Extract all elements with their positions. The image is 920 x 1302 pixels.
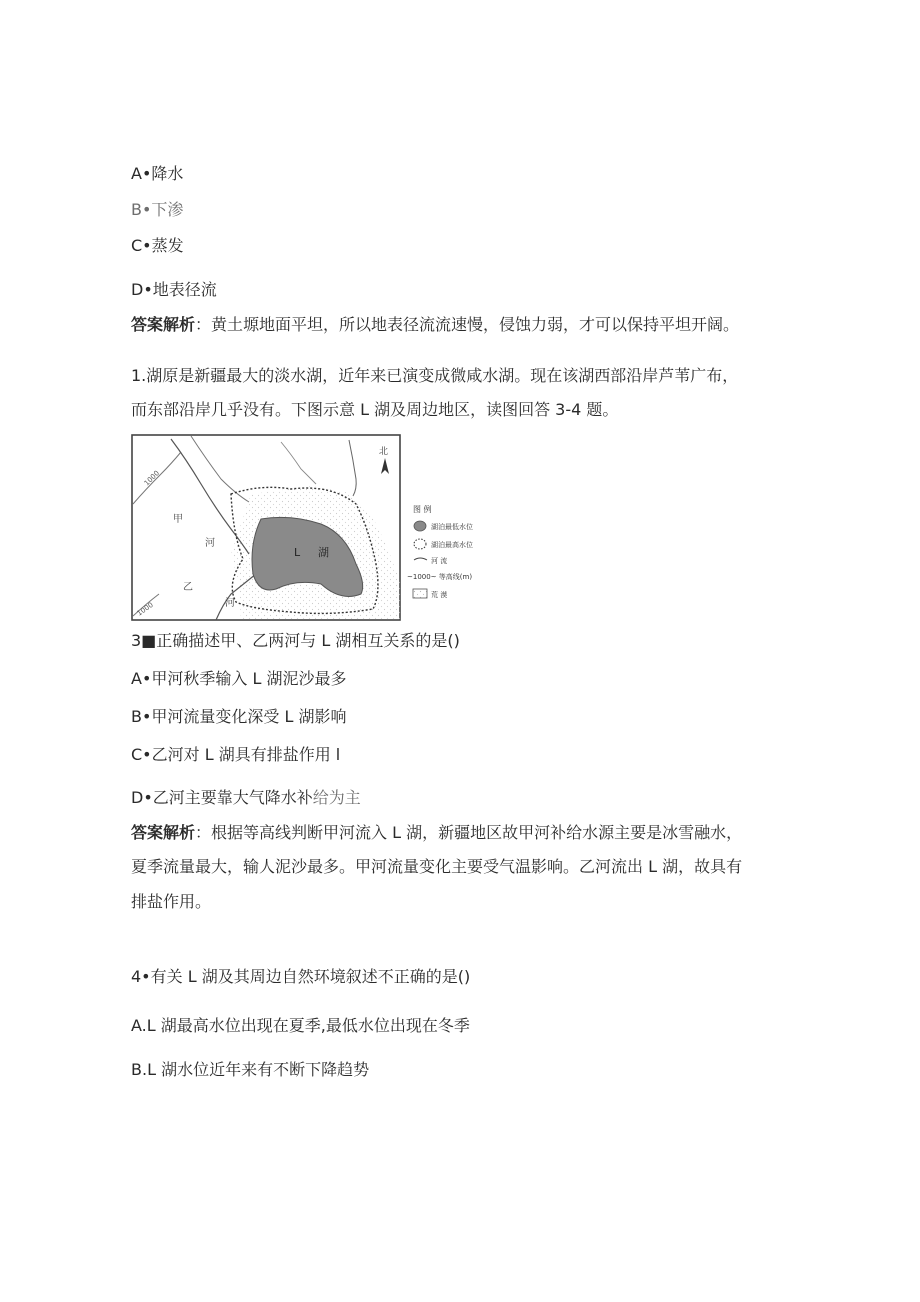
contour-label-south: 1000 (135, 600, 155, 618)
answer-explanation-2-line-1 (131, 823, 742, 843)
answer-label: 答案解析 (131, 823, 196, 842)
q3-option-a: A•甲河秋季输入 L 湖泥沙最多 (131, 669, 347, 688)
question-3-stem: 3■正确描述甲、乙两河与 L 湖相互关系的是() (131, 631, 460, 650)
q3-option-d-tail: 给为主 (312, 788, 361, 807)
q4-option-a: A.L 湖最高水位出现在夏季,最低水位出现在冬季 (131, 1016, 470, 1035)
contour-label-north: 1000 (142, 469, 162, 488)
question-4-stem: 4•有关 L 湖及其周边自然环境叙述不正确的是() (131, 967, 471, 986)
legend-contour-label: ~1000~ 等高线(m) (407, 573, 473, 581)
river-jia-label-1: 甲 (173, 514, 183, 525)
answer-text: ：根据等高线判断甲河流入 L 湖，新疆地区故甲河补给水源主要是冰雪融水， (195, 823, 743, 842)
legend-river-label: 河 流 (431, 557, 448, 565)
answer-explanation-2-line-2: 夏季流量最大，输人泥沙最多。甲河流量变化主要受气温影响。乙河流出 L 湖，故具有 (131, 857, 743, 876)
option-c-evaporation: C•蒸发 (131, 236, 184, 255)
legend-title: 图 例 (413, 505, 432, 514)
legend-high-water-label: 湖泊最高水位 (431, 541, 473, 549)
option-b-infiltration: B•下渗 (131, 200, 184, 219)
question-intro-line-2: 而东部沿岸几乎没有。下图示意 L 湖及周边地区，读图回答 3-4 题。 (131, 400, 619, 419)
river-jia-label-2: 河 (205, 538, 215, 549)
legend-low-water-label: 湖泊最低水位 (431, 523, 473, 531)
north-label: 北 (379, 447, 389, 457)
answer-text: ：黄土塬地面平坦，所以地表径流流速慢，侵蚀力弱，才可以保持平坦开阔。 (195, 315, 740, 334)
q4-option-b: B.L 湖水位近年来有不断下降趋势 (131, 1060, 370, 1079)
legend-desert-swatch (413, 589, 427, 598)
option-a-precipitation: A•降水 (131, 164, 184, 183)
option-d-surface-runoff: D•地表径流 (131, 280, 217, 299)
q3-option-c: C•乙河对 L 湖具有排盐作用 l (131, 745, 341, 764)
river-yi-label-2: 河 (225, 598, 235, 609)
q3-option-d (131, 788, 361, 808)
q3-option-d-main: D•乙河主要靠大气降水补 (131, 788, 313, 807)
lake-map-figure (131, 434, 505, 622)
answer-label: 答案解析 (131, 315, 196, 334)
legend-desert-label: 荒 漠 (431, 591, 448, 599)
q3-option-b: B•甲河流量变化深受 L 湖影响 (131, 707, 347, 726)
lake-label-hu: 湖 (318, 546, 329, 559)
legend-river-swatch (414, 558, 427, 560)
river-yi-label-1: 乙 (183, 582, 193, 593)
lake-label-l: L (294, 546, 301, 559)
legend-high-water-swatch (414, 539, 426, 549)
question-intro-line-1: 1.湖原是新疆最大的淡水湖，近年来已演变成微咸水湖。现在该湖西部沿岸芦苇广布， (131, 366, 739, 385)
answer-explanation-2-line-3: 排盐作用。 (131, 892, 212, 911)
legend-low-water-swatch (414, 521, 426, 531)
answer-explanation-1 (131, 315, 739, 335)
